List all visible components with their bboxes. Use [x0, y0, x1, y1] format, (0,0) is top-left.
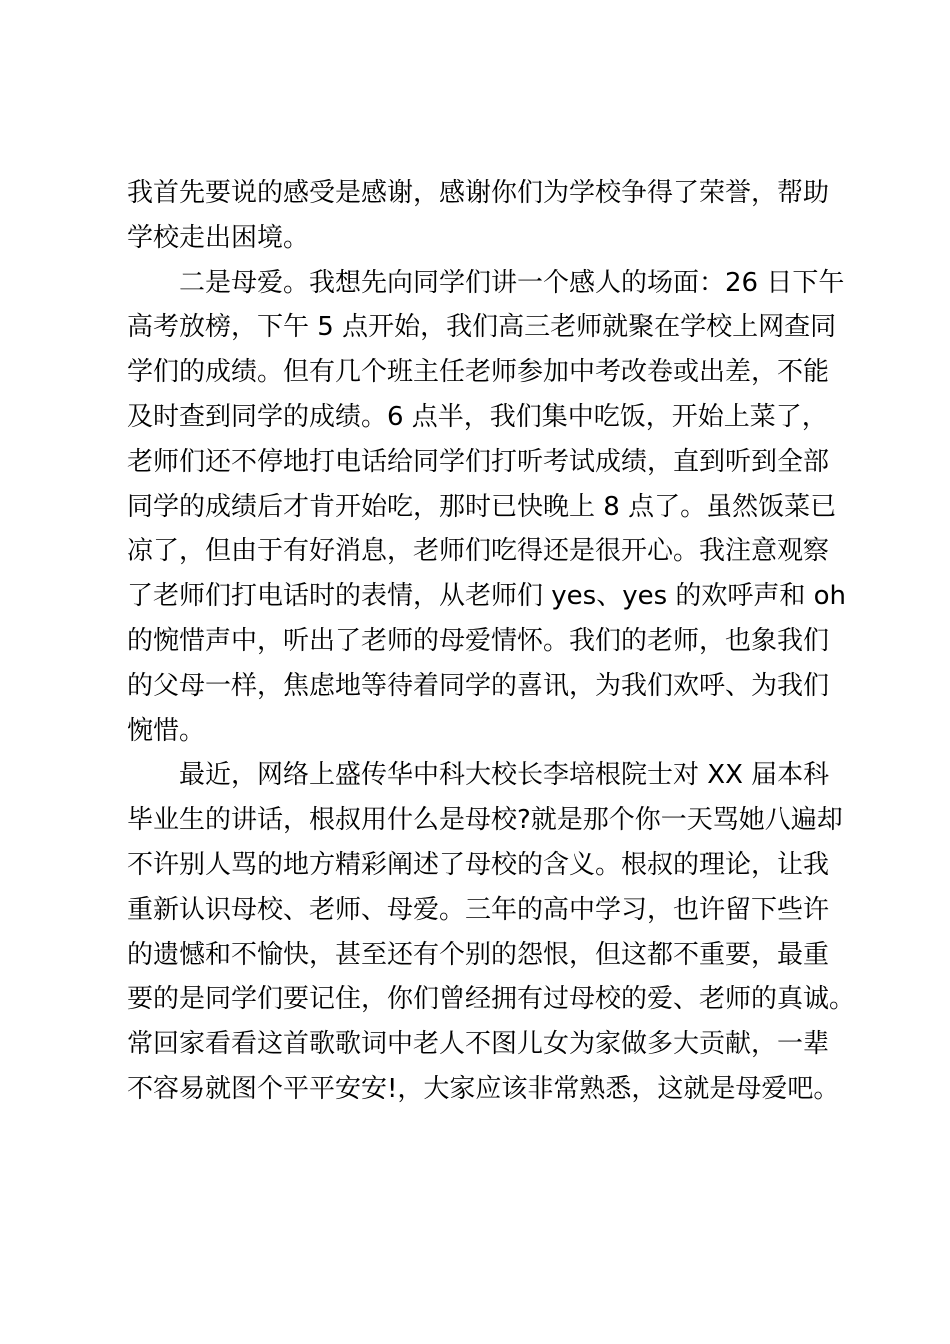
- text-line: 重新认识母校、老师、母爱。三年的高中学习，也许留下些许: [127, 894, 830, 925]
- text-line: 老师们还不停地打电话给同学们打听考试成绩，直到听到全部: [127, 446, 830, 477]
- text-line: 我首先要说的感受是感谢，感谢你们为学校争得了荣誉，帮助: [127, 178, 830, 208]
- text-line: 凉了，但由于有好消息，老师们吃得还是很开心。我注意观察: [127, 536, 830, 567]
- text-line: 常回家看看这首歌歌词中老人不图儿女为家做多大贡献，一辈: [127, 1029, 830, 1060]
- text-line: 不容易就图个平平安安!，大家应该非常熟悉，这就是母爱吧。: [127, 1073, 840, 1104]
- text-line: 的遗憾和不愉快，甚至还有个别的怨恨，但这都不重要，最重: [127, 939, 830, 970]
- text-line: 学校走出困境。: [127, 222, 310, 253]
- text-line: 毕业生的讲话，根叔用什么是母校?就是那个你一天骂她八遍却: [127, 805, 843, 836]
- text-line: 二是母爱。我想先向同学们讲一个感人的场面：26 日下午: [179, 267, 845, 298]
- text-line: 的惋惜声中，听出了老师的母爱情怀。我们的老师，也象我们: [127, 625, 830, 656]
- text-line: 惋惜。: [127, 715, 206, 746]
- text-line: 了老师们打电话时的表情，从老师们 yes、yes 的欢呼声和 oh: [127, 581, 847, 612]
- text-line: 同学的成绩后才肯开始吃，那时已快晚上 8 点了。虽然饭菜已: [127, 491, 837, 522]
- text-line: 的父母一样，焦虑地等待着同学的喜讯，为我们欢呼、为我们: [127, 670, 830, 701]
- text-line: 要的是同学们要记住，你们曾经拥有过母校的爱、老师的真诚。: [127, 984, 856, 1015]
- text-line: 不许别人骂的地方精彩阐述了母校的含义。根叔的理论，让我: [127, 849, 830, 880]
- text-line: 学们的成绩。但有几个班主任老师参加中考改卷或出差，不能: [127, 357, 830, 388]
- text-line: 最近，网络上盛传华中科大校长李培根院士对 XX 届本科: [179, 760, 830, 791]
- body-text: [127, 171, 856, 1112]
- text-line: 及时查到同学的成绩。6 点半，我们集中吃饭，开始上菜了，: [127, 401, 828, 432]
- text-line: 高考放榜，下午 5 点开始，我们高三老师就聚在学校上网查同: [127, 312, 837, 343]
